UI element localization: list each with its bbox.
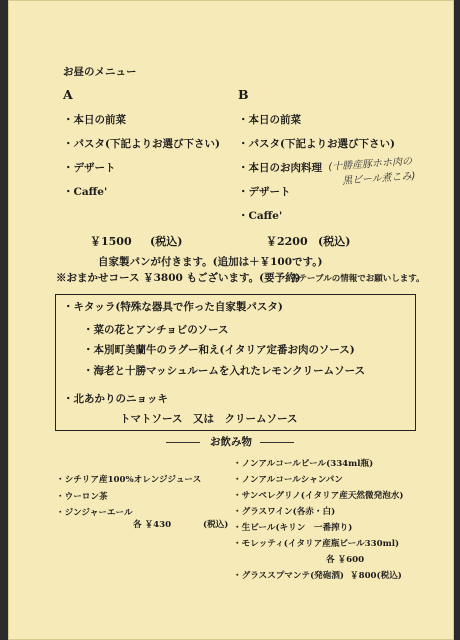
course-a-price: ￥1500 (90, 235, 132, 248)
gnocchi-sauce: トマトソース 又は クリームソース (120, 413, 298, 425)
pasta-chitarra: ・キタッラ(特殊な器具で作った自家製パスタ) (63, 301, 283, 313)
pasta-box (55, 294, 416, 431)
course-a-item: ・本日の前菜 (63, 114, 126, 126)
drink-left-tax: (税込) (203, 520, 229, 530)
divider-left (166, 442, 200, 443)
course-a-item: ・デザート (63, 162, 116, 174)
course-b-price: ￥2200 (266, 235, 308, 248)
course-b-item: ・本日のお肉料理 (238, 162, 322, 174)
menu-sheet (8, 0, 454, 640)
drink-item: ・シチリア産100%オレンジジュース (56, 475, 202, 485)
course-b-item: ・パスタ(下記よりお選び下さい) (238, 138, 395, 150)
drinks-header: お飲み物 (210, 436, 252, 448)
gnocchi-item: ・北あかりのニョッキ (63, 393, 168, 405)
pasta-item: ・海老と十勝マッシュルームを入れたレモンクリームソース (83, 365, 366, 377)
omakase-note: ※おまかせコース ￥3800 もございます。(要予約) (56, 272, 301, 284)
course-b-item: ・本日の前菜 (238, 114, 301, 126)
drink-item: ・ノンアルコールシャンパン (233, 475, 343, 485)
drink-item: ・グラスワイン(各赤・白) (233, 507, 336, 517)
divider-right (260, 442, 294, 443)
course-a-item: ・パスタ(下記よりお選び下さい) (63, 138, 220, 150)
course-b-tax: (税込) (318, 235, 351, 248)
pasta-item: ・本別町美蘭牛のラグー和え(イタリア定番お肉のソース) (83, 344, 355, 356)
drink-item-grappa: ・グラススプマンテ(発砲酒) (233, 571, 344, 581)
drink-item: ・モレッティ(イタリア産瓶ビール330ml) (233, 539, 400, 549)
bread-note: 自家製パンが付きます。(追加は＋￥100です。) (98, 256, 323, 268)
course-b-label: B (238, 87, 249, 102)
drink-item: ・サンペレグリノ(イタリア産天然微発泡水) (233, 491, 404, 501)
course-a-label: A (63, 87, 73, 102)
drink-item: ・ノンアルコールビール(334ml瓶) (233, 459, 374, 469)
menu-title: お昼のメニュー (63, 66, 137, 78)
omakase-small-note: 各テーブルの情報でお願いします。 (290, 274, 425, 284)
course-b-item: ・デザート (238, 186, 291, 198)
handwritten-note-line2: 黒ビール煮こみ) (341, 170, 416, 187)
course-a-tax: (税込) (150, 235, 183, 248)
drink-right-price: 各 ￥600 (326, 555, 365, 565)
handwritten-note-line1: (十勝産豚ホホ肉の (327, 156, 413, 173)
course-a-item: ・Caffe' (63, 186, 108, 198)
pasta-item: ・菜の花とアンチョビのソース (83, 324, 229, 336)
drink-left-price: 各 ￥430 (133, 520, 172, 530)
drink-item: ・生ビール(キリン 一番搾り) (233, 523, 353, 533)
drink-item: ・ジンジャーエール (56, 508, 133, 518)
course-b-item: ・Caffe' (238, 210, 283, 222)
drink-item: ・ウーロン茶 (56, 492, 108, 502)
drink-grappa-price: ￥800(税込) (350, 571, 402, 581)
